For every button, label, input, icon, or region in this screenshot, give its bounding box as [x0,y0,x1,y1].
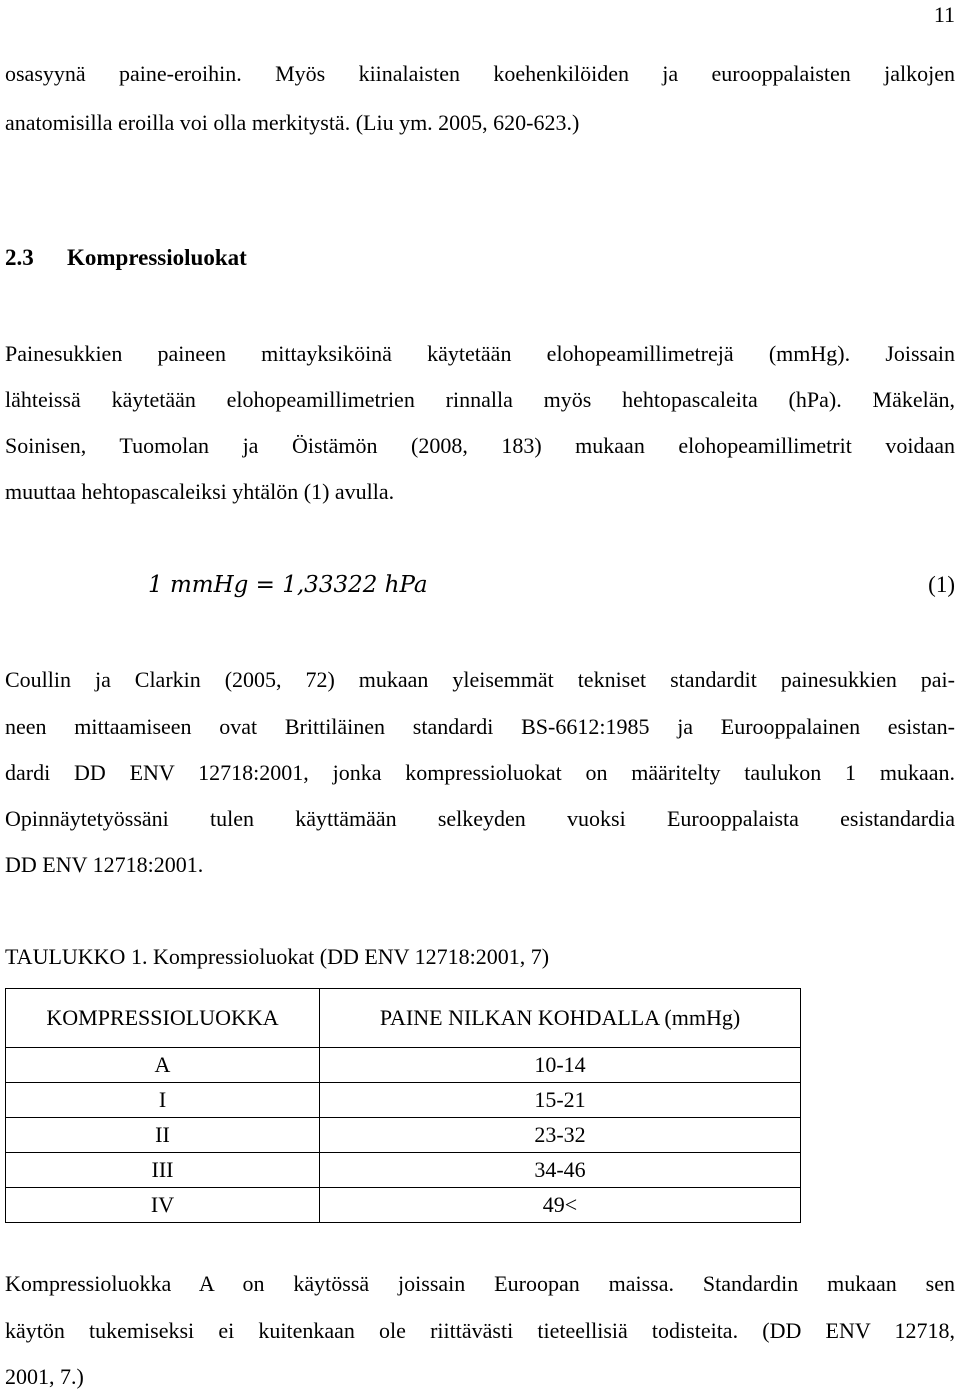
section-heading [5,245,247,271]
paragraph-line: Coullin ja Clarkin (2005, 72) mukaan yleisemmät tekniset standardit painesukkien pai- [5,667,955,692]
paragraph-line: osasyynä paine-eroihin. Myös kiinalaisten koehenkilöiden ja eurooppalaisten jalkojen [5,61,955,86]
table-row [6,1118,801,1153]
column-header: PAINE NILKAN KOHDALLA (mmHg) [320,989,801,1048]
table-cell: II [6,1118,320,1153]
table-cell: I [6,1083,320,1118]
paragraph-line: käytön tukemiseksi ei kuitenkaan ole riittävästi tieteellisiä todisteita. (DD ENV 12718, [5,1318,955,1343]
table-cell: 49< [320,1188,801,1223]
page-number: 11 [933,2,955,27]
paragraph-line: Opinnäytetyössäni tulen käyttämään selkeyden vuoksi Eurooppalaista esistandardia [5,806,955,831]
paragraph-line: Painesukkien paineen mittayksiköinä käytetään elohopeamillimetrejä (mmHg). Joissain [5,341,955,366]
table-row [6,1188,801,1223]
table-row [6,1048,801,1083]
table-row [6,1083,801,1118]
column-header: KOMPRESSIOLUOKKA [6,989,320,1048]
paragraph-line: neen mittaamiseen ovat Brittiläinen standardi BS-6612:1985 ja Eurooppalainen esistan- [5,714,955,739]
table-cell: 10-14 [320,1048,801,1083]
table-caption: TAULUKKO 1. Kompressioluokat (DD ENV 12718:2001, 7) [5,944,550,969]
paragraph-line: 2001, 7.) [5,1364,84,1389]
paragraph-line: Soinisen, Tuomolan ja Öistämön (2008, 183) mukaan elohopeamillimetrit voidaan [5,433,955,458]
table-cell: 15-21 [320,1083,801,1118]
table-header-row [6,989,801,1048]
equation: 1 mmHg = 1,33322 hPa [148,572,428,598]
table-cell: III [6,1153,320,1188]
paragraph-line: Kompressioluokka A on käytössä joissain Euroopan maissa. Standardin mukaan sen [5,1271,955,1296]
paragraph-line: DD ENV 12718:2001. [5,852,204,877]
compression-class-table [5,988,801,1223]
paragraph-line: lähteissä käytetään elohopeamillimetrien rinnalla myös hehtopascaleita (hPa). Mäkelän, [5,387,955,412]
paragraph-line: dardi DD ENV 12718:2001, jonka kompressioluokat on määritelty taulukon 1 mukaan. [5,760,955,785]
paragraph-line: anatomisilla eroilla voi olla merkitystä. (Liu ym. 2005, 620-623.) [5,110,580,135]
section-title: Kompressioluokat [67,245,247,270]
equation-number: (1) [928,572,955,597]
paragraph-line: muuttaa hehtopascaleiksi yhtälön (1) avulla. [5,479,395,504]
table-cell: A [6,1048,320,1083]
table-cell: IV [6,1188,320,1223]
table-row [6,1153,801,1188]
section-number: 2.3 [5,245,34,270]
table-cell: 23-32 [320,1118,801,1153]
table-cell: 34-46 [320,1153,801,1188]
